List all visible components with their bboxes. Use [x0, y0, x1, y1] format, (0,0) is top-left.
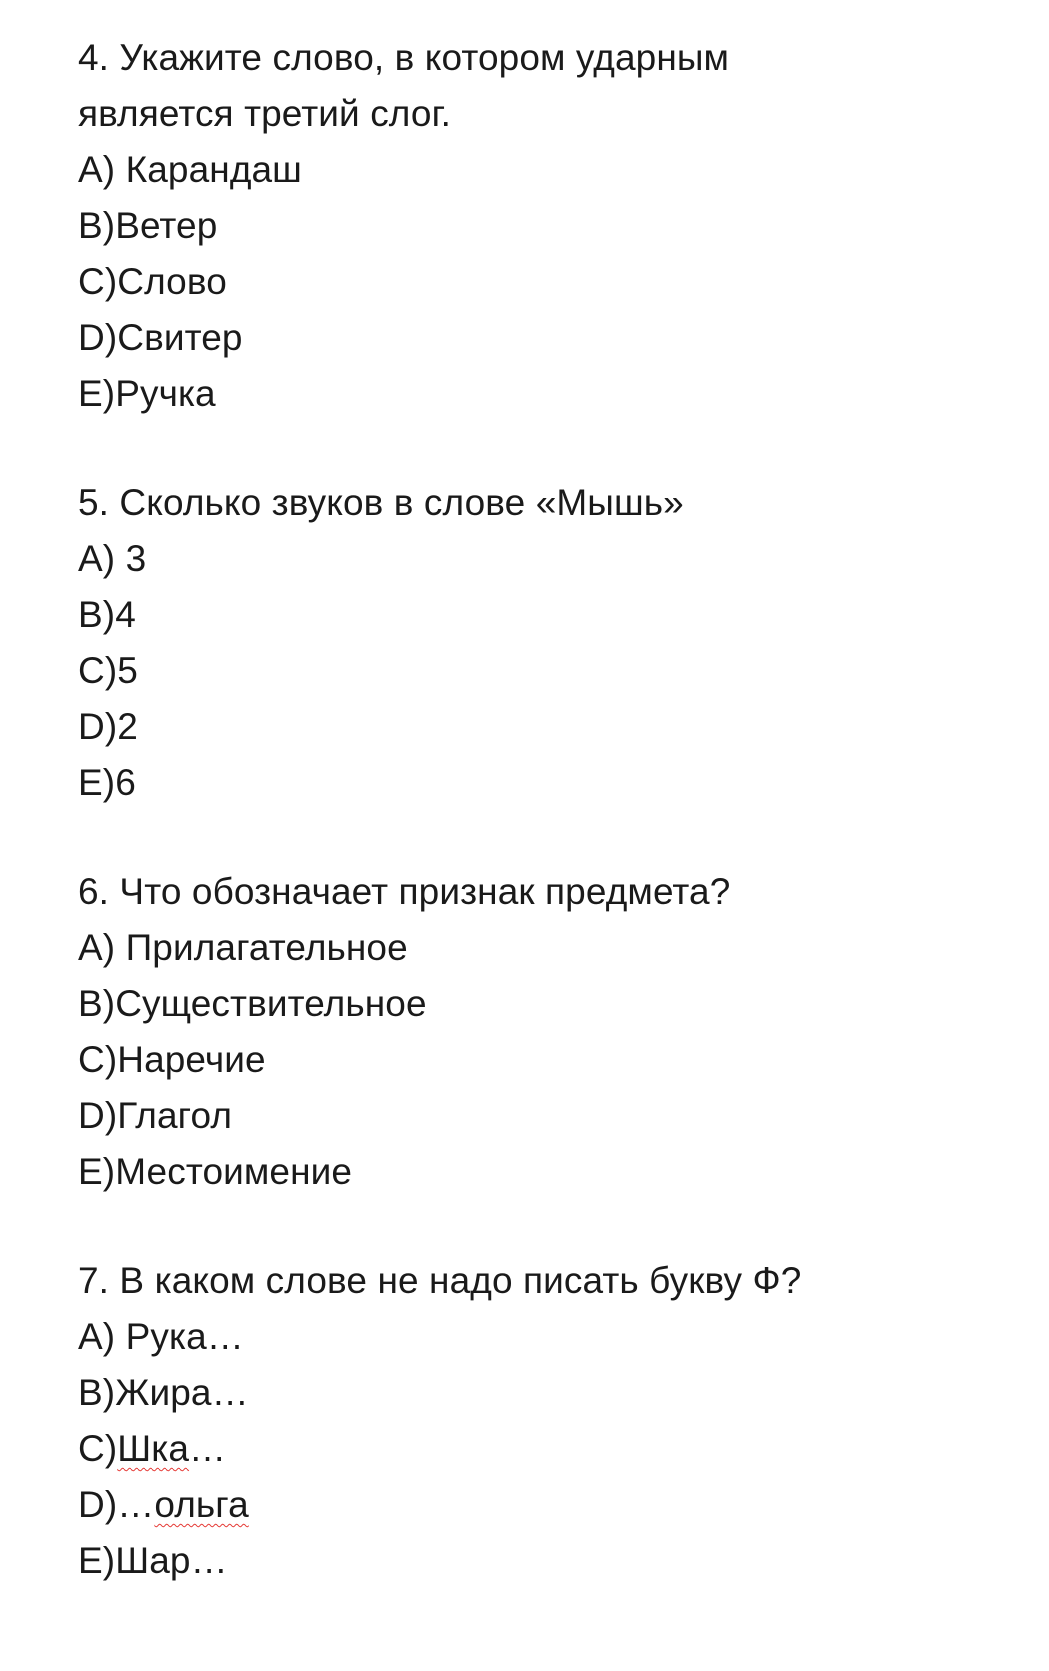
option-text: Ручка: [115, 373, 216, 414]
option-prefix: C): [78, 650, 118, 691]
question-text: является третий слог.: [78, 93, 452, 134]
question-text: 7. В каком слове не надо писать букву Ф?: [78, 1260, 802, 1301]
option-prefix: B): [78, 983, 116, 1024]
question-6: [78, 864, 1018, 1200]
option-d: [78, 1088, 1018, 1144]
question-text: 4. Укажите слово, в котором ударным: [78, 37, 730, 78]
option-a: [78, 142, 1018, 198]
option-c: [78, 1032, 1018, 1088]
option-prefix: E): [78, 1540, 116, 1581]
misspelled-word: ольга: [154, 1484, 249, 1525]
option-text: 5: [117, 650, 138, 691]
option-text: Шар…: [115, 1540, 228, 1581]
option-text: Рука…: [125, 1316, 244, 1357]
option-prefix: E): [78, 762, 116, 803]
option-prefix: A): [78, 927, 126, 968]
option-prefix: A): [78, 149, 126, 190]
question-7: [78, 1253, 1018, 1589]
option-e: [78, 366, 1018, 422]
option-b: [78, 198, 1018, 254]
option-prefix: D): [78, 706, 118, 747]
option-prefix: C): [78, 1039, 118, 1080]
option-prefix: B): [78, 1372, 116, 1413]
question-5: [78, 475, 1018, 811]
option-text: 4: [115, 594, 136, 635]
option-text-post: …: [189, 1428, 227, 1469]
option-prefix: E): [78, 1151, 116, 1192]
option-e: [78, 755, 1018, 811]
option-text: Карандаш: [125, 149, 302, 190]
option-text: Жира…: [115, 1372, 249, 1413]
option-d: [78, 699, 1018, 755]
option-a: [78, 920, 1018, 976]
option-d: [78, 1477, 1018, 1533]
option-prefix: C): [78, 261, 118, 302]
option-a: [78, 531, 1018, 587]
option-d: [78, 310, 1018, 366]
spacer: [78, 1200, 1018, 1253]
option-b: [78, 1365, 1018, 1421]
option-c: [78, 254, 1018, 310]
option-a: [78, 1309, 1018, 1365]
spacer: [78, 422, 1018, 475]
option-prefix: D): [78, 1095, 118, 1136]
misspelled-word: Шка: [117, 1428, 190, 1469]
question-text: 5. Сколько звуков в слове «Мышь»: [78, 482, 684, 523]
option-text: Слово: [117, 261, 227, 302]
option-b: [78, 587, 1018, 643]
option-text: Наречие: [117, 1039, 266, 1080]
option-prefix: A): [78, 538, 126, 579]
option-text: Ветер: [115, 205, 218, 246]
option-prefix: D): [78, 317, 118, 358]
spacer: [78, 811, 1018, 864]
option-prefix: E): [78, 373, 116, 414]
option-text: Свитер: [117, 317, 243, 358]
option-text: Существительное: [115, 983, 427, 1024]
option-c: [78, 1421, 1018, 1477]
option-e: [78, 1144, 1018, 1200]
question-text: 6. Что обозначает признак предмета?: [78, 871, 731, 912]
option-text-pre: …: [117, 1484, 155, 1525]
option-text: 6: [115, 762, 136, 803]
option-prefix: C): [78, 1428, 118, 1469]
option-text: Глагол: [117, 1095, 233, 1136]
option-prefix: B): [78, 205, 116, 246]
option-text: Местоимение: [115, 1151, 353, 1192]
option-text: 2: [117, 706, 138, 747]
option-e: [78, 1533, 1018, 1589]
option-prefix: A): [78, 1316, 126, 1357]
option-prefix: B): [78, 594, 116, 635]
option-prefix: D): [78, 1484, 118, 1525]
option-text: Прилагательное: [125, 927, 408, 968]
option-text: 3: [125, 538, 147, 579]
question-4: [78, 30, 1018, 422]
document-page: [78, 30, 1018, 1589]
option-c: [78, 643, 1018, 699]
option-b: [78, 976, 1018, 1032]
